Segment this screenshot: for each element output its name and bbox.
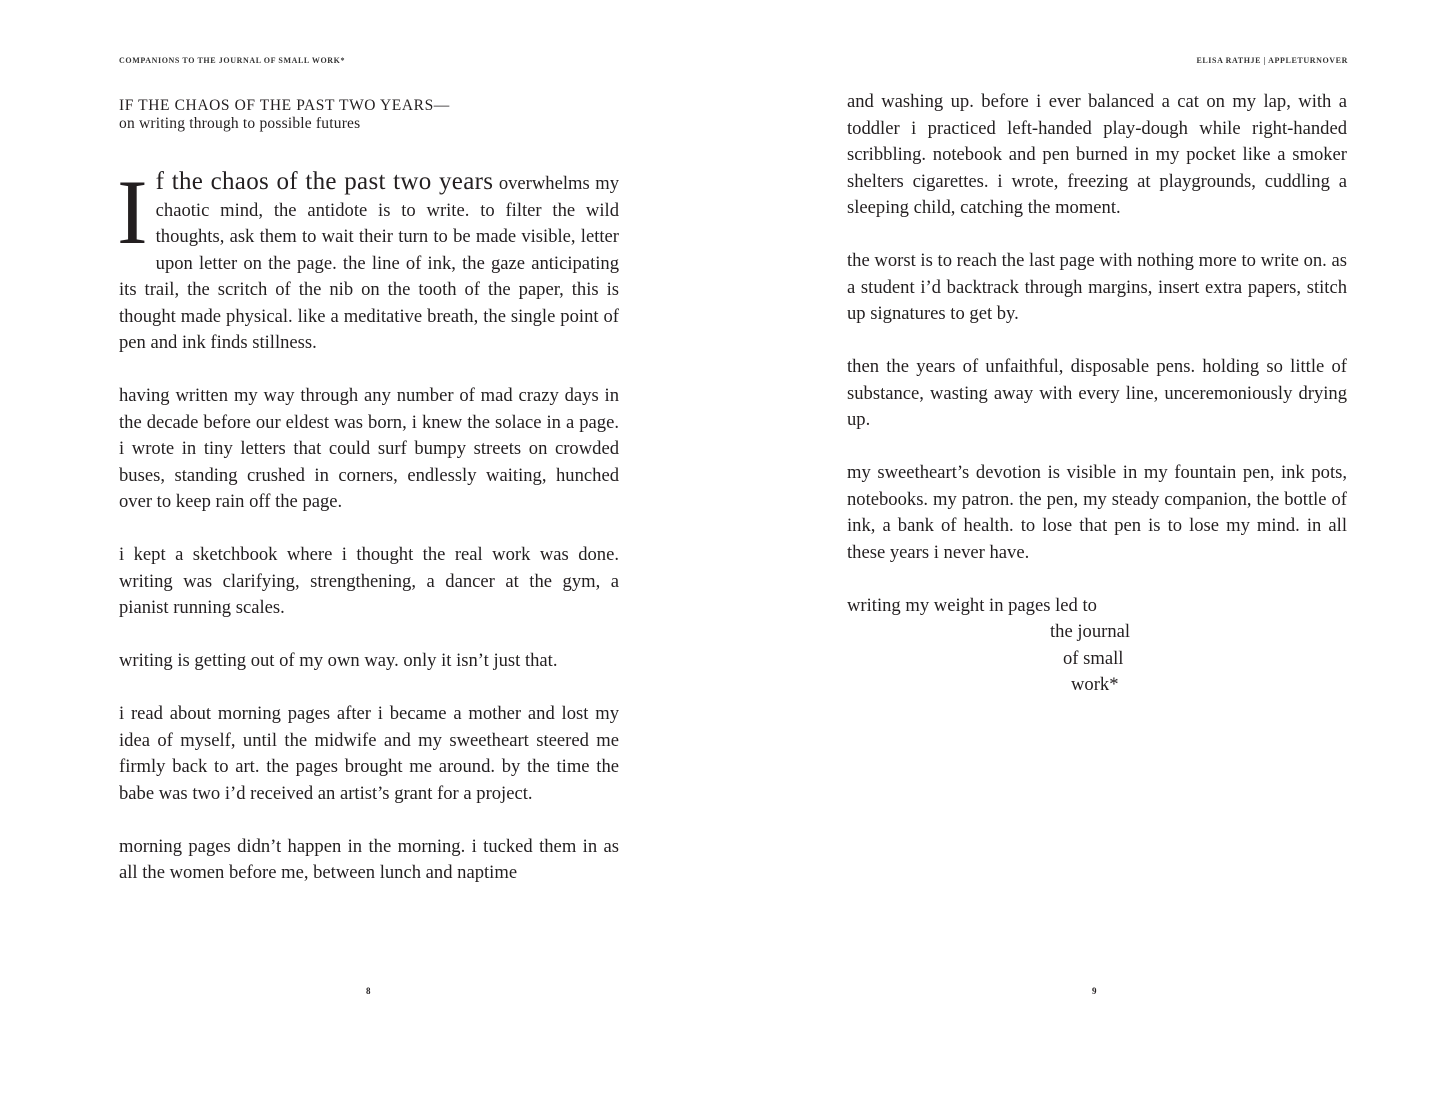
running-head-right: ELISA RATHJE | APPLETURNOVER bbox=[1196, 56, 1348, 65]
paragraph: i read about morning pages after i became a mother and lost my idea of myself, until the midwife and my sweetheart steered me firmly back to art. the pages brought me around. by the time the babe was two i’d received an artist’s grant for a project. bbox=[119, 703, 619, 804]
closing-lines bbox=[847, 593, 1347, 699]
closing-line: the journal bbox=[1050, 621, 1131, 642]
opening-paragraph-text: overwhelms my chaotic mind, the antidote is to write. to filter the wild thoughts, ask them to wait their turn to be made visible, letter upon letter on the page. the line of ink, the gaze anticipating its trail, the scritch of the nib on the tooth of the paper, this is thought made physical. like a meditative breath, the single point of pen and ink finds stillness. bbox=[119, 173, 620, 353]
drop-cap: I bbox=[117, 161, 148, 263]
running-head-left: COMPANIONS TO THE JOURNAL OF SMALL WORK* bbox=[119, 56, 346, 65]
paragraph: having written my way through any number of mad crazy days in the decade before our eldest was born, i knew the solace in a page. i wrote in tiny letters that could surf bumpy streets on crowded buses, standing crushed in corners, endlessly waiting, hunched over to keep rain off the page. bbox=[119, 385, 619, 512]
closing-line: work* bbox=[1071, 674, 1119, 695]
left-text-column bbox=[117, 161, 620, 887]
closing-line: writing my weight in pages led to bbox=[847, 594, 1097, 616]
paragraph: morning pages didn’t happen in the morning. i tucked them in as all the women before me, between lunch and naptime bbox=[119, 835, 619, 883]
paragraph: the worst is to reach the last page with nothing more to write on. as a student i’d backtrack through margins, insert extra papers, stitch up signatures to get by. bbox=[847, 250, 1347, 324]
paragraph: and washing up. before i ever balanced a cat on my lap, with a toddler i practiced left-handed play-dough while right-handed scribbling. notebook and pen burned in my pocket like a smoker shelters cigarettes. i wrote, freezing at playgrounds, cuddling a sleeping child, catching the moment. bbox=[847, 91, 1347, 218]
paragraph: my sweetheart’s devotion is visible in my fountain pen, ink pots, notebooks. my patron. the pen, my steady companion, the bottle of ink, a bank of health. to lose that pen is to lose my mind. in all these years i never have. bbox=[847, 462, 1347, 563]
opening-paragraph bbox=[117, 161, 620, 357]
paragraph: i kept a sketchbook where i thought the real work was done. writing was clarifying, strengthening, a dancer at the gym, a pianist running scales. bbox=[119, 544, 619, 618]
right-page bbox=[728, 0, 1456, 1116]
closing-line: of small bbox=[1063, 647, 1124, 669]
paragraph: then the years of unfaithful, disposable pens. holding so little of substance, wasting away with every line, unceremoniously drying up. bbox=[847, 356, 1347, 430]
essay-subtitle: on writing through to possible futures bbox=[119, 115, 361, 132]
essay-title-block bbox=[119, 97, 619, 133]
page-number: 8 bbox=[366, 986, 371, 996]
right-text-column bbox=[847, 89, 1347, 699]
paragraph: writing is getting out of my own way. only it isn’t just that. bbox=[119, 650, 558, 671]
essay-title: IF THE CHAOS OF THE PAST TWO YEARS— bbox=[119, 97, 450, 114]
page-number: 9 bbox=[1092, 986, 1097, 996]
lead-in: f the chaos of the past two years bbox=[155, 168, 494, 195]
